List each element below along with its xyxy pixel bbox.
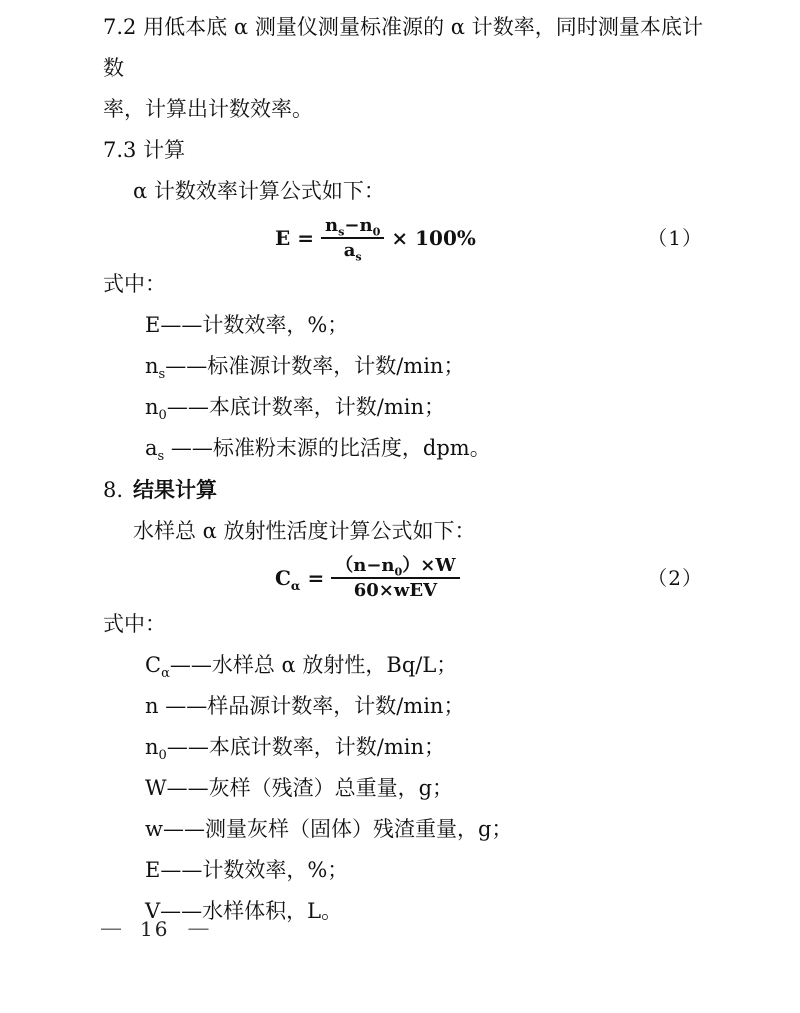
paragraph-7-2-line2: 率，计算出计数效率。 (103, 97, 313, 121)
formula-2-numerator: $(n-n_0)\times W$ (331, 555, 459, 579)
definition-item: E——计数效率，%； (145, 313, 349, 337)
definition-item: E——计数效率，%； (145, 858, 349, 882)
definition-item: n ——样品源计数率，计数/min； (145, 694, 465, 718)
formula-2-row (103, 553, 703, 603)
paragraph-7-2 (103, 7, 703, 130)
formula-2 (275, 555, 460, 601)
definition-item: w——测量灰样（固体）残渣重量，g； (145, 817, 513, 841)
formula-1-times: × (391, 225, 409, 250)
definition-item: $C_\alpha——$水样总 α 放射性，Bq/L； (145, 653, 458, 682)
definition-item: $n_s——$标准源计数率，计数/min； (145, 354, 465, 383)
legend-intro-2: 式中： (103, 612, 166, 636)
definition-item: W——灰样（残渣）总重量，g； (145, 776, 454, 800)
formula-2-number-label: （2） (647, 565, 703, 590)
formula-1 (275, 215, 476, 264)
lead-formula-2: 水样总 α 放射性活度计算公式如下： (133, 519, 476, 543)
formula-2-denominator: 60×wEV (353, 580, 438, 601)
footer-dash-right: — (187, 916, 210, 941)
formula-1-number-label: （1） (647, 225, 703, 250)
lead-formula-1: α 计数效率计算公式如下： (133, 179, 385, 203)
formula-2-lhs: $C_\alpha$ (275, 565, 301, 593)
formula-1-equals: = (297, 225, 315, 250)
formula-1-numerator: $n_s-n_0$ (321, 215, 384, 239)
formula-2-equals: = (307, 565, 325, 590)
heading-7-3: 7.3 计算 (103, 138, 186, 162)
formula-1-row (103, 213, 703, 263)
heading-8-number: 8. (103, 478, 124, 502)
paragraph-7-2-line1: 7.2 用低本底 α 测量仪测量标准源的 α 计数率，同时测量本底计数 (103, 15, 703, 80)
definition-item: V——水样体积，L。 (145, 899, 343, 923)
page-footer (100, 916, 209, 941)
formula-1-lhs: E (275, 225, 291, 250)
footer-dash-left: — (100, 916, 122, 941)
heading-8-title: 结果计算 (133, 477, 218, 502)
heading-8 (103, 469, 703, 511)
legend-intro-1: 式中： (103, 272, 166, 296)
formula-1-denominator: $a_s$ (343, 240, 362, 264)
page-number: 16 (140, 916, 170, 941)
definition-item: $a_s$ ——标准粉末源的比活度，dpm。 (145, 436, 491, 465)
formula-1-fraction (321, 215, 384, 264)
definition-item: $n_0——$本底计数率，计数/min； (145, 735, 446, 764)
definition-item: $n_0——$本底计数率，计数/min； (145, 395, 446, 424)
formula-2-fraction (331, 555, 459, 601)
formula-1-factor: 100% (415, 225, 476, 250)
